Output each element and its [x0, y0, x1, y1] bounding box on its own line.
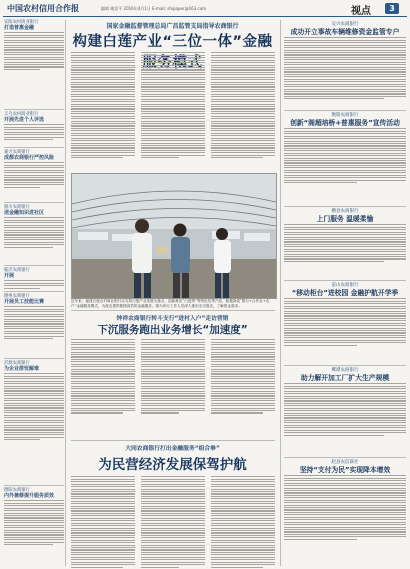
story2-body-col2	[141, 338, 205, 415]
main-story-body-col2	[141, 51, 205, 160]
main-story-body-col3	[211, 51, 275, 160]
brief-title: 打造普惠金融	[4, 25, 35, 31]
brief-title: 为企业排忧解难	[4, 366, 40, 372]
brief-text	[4, 373, 64, 440]
brief-text	[4, 32, 64, 70]
paper-name: 中国农村信用合作报	[7, 4, 79, 13]
brief-text	[4, 280, 64, 288]
right-story-kicker: 衡阳农商银行	[331, 113, 359, 118]
issue-info: 编辑 谢雷平 2016年4月1日 E-mail: shipaper@163.com	[101, 6, 207, 11]
right-story-4[interactable]	[284, 283, 406, 347]
brief-title: 开展员工技能比赛	[4, 299, 45, 305]
right-story-title: 坚持“支付为民”实现降本增效	[299, 466, 391, 474]
divider	[284, 206, 406, 207]
brief-text	[4, 162, 64, 187]
left-brief-4[interactable]	[4, 205, 64, 249]
right-story-6[interactable]	[284, 460, 406, 541]
brief-kicker: 义乌农村商业银行	[4, 112, 39, 117]
right-story-5[interactable]	[284, 368, 406, 437]
divider	[284, 110, 406, 111]
left-brief-7[interactable]	[4, 361, 64, 442]
right-story-text	[284, 298, 406, 345]
right-story-text	[284, 224, 406, 262]
photo-illustration	[72, 174, 276, 298]
story2-body-col3	[211, 338, 275, 415]
right-story-title: “移动柜台”进校园 金融护航开学季	[291, 289, 399, 297]
news-photo	[71, 173, 277, 299]
story2-body-col1	[71, 338, 135, 415]
right-story-title: 创新“阁超培桥+普惠服务”宣传活动	[290, 119, 400, 127]
right-story-title: 助力解开加工厂扩大生产规模	[300, 374, 390, 382]
page-number-badge: 3	[385, 3, 399, 14]
main-story-body-col1	[71, 51, 135, 160]
right-story-title: 上门服务 温暖柔愉	[316, 215, 374, 223]
photo-caption: 近年来，福建白莲农村商业银行以支持白莲产业发展为重点，创新推出“白莲贷”等特色信贷产品，积极探索“银行+合作社+农户”金融服务模式，为莲农提供便捷高效的金融服务。图为该行工作人员深入莲田走访莲农，了解资金需求。	[71, 299, 270, 308]
right-story-kicker: 鹰潭农商银行	[331, 368, 359, 373]
divider	[71, 440, 275, 441]
brief-kicker: 安阳农村商业银行	[4, 20, 39, 25]
left-brief-5[interactable]	[4, 268, 64, 290]
brief-title: 送金融知识进社区	[4, 210, 45, 216]
right-story-text	[284, 475, 406, 539]
right-story-text	[284, 37, 406, 99]
divider	[4, 147, 64, 148]
right-story-text	[284, 128, 406, 183]
right-story-text	[284, 383, 406, 435]
right-story-kicker: 雷山农商银行	[331, 283, 359, 288]
main-story-kicker: 国家金融监督管理总局广昌监管支局指导农商银行	[106, 23, 239, 30]
right-story-kicker: 赵县农信联社	[331, 460, 359, 465]
right-column	[280, 20, 408, 566]
story3-body-col1	[71, 475, 135, 569]
brief-title: 开展先进个人评选	[4, 117, 45, 123]
divider	[4, 291, 64, 292]
divider	[71, 310, 275, 311]
brief-title: 开展	[4, 273, 15, 279]
brief-text	[4, 217, 64, 247]
brief-kicker: 德阳农商银行	[4, 488, 30, 493]
divider	[284, 457, 406, 458]
story3-body-col2	[141, 475, 205, 569]
divider	[4, 265, 64, 266]
brief-kicker: 临沂农商银行	[4, 268, 30, 273]
left-brief-1[interactable]	[4, 20, 64, 71]
left-brief-8[interactable]	[4, 488, 64, 547]
divider	[4, 485, 64, 486]
brief-kicker: 沂源农商银行	[4, 361, 30, 366]
divider	[284, 365, 406, 366]
main-story-title[interactable]: 构建白莲产业“三位一体”金融	[72, 34, 273, 50]
right-story-3[interactable]	[284, 209, 406, 263]
right-story-1[interactable]	[284, 22, 406, 101]
brief-title: 内外兼修提升服务质效	[4, 493, 55, 499]
masthead	[3, 2, 407, 17]
story2-kicker: 钟祥农商银行转斗支行“进村入户”走访营销	[116, 316, 229, 322]
section-title: 视点	[351, 6, 371, 17]
left-column	[3, 20, 66, 566]
right-story-kicker: 横县农商银行	[331, 209, 359, 214]
brief-text	[4, 306, 64, 339]
brief-kicker: 德州农商银行	[4, 294, 30, 299]
left-brief-2[interactable]	[4, 112, 64, 141]
left-brief-6[interactable]	[4, 294, 64, 340]
right-story-kicker: 吴兴农商银行	[331, 22, 359, 27]
story2-title[interactable]: 下沉服务跑出业务增长“加速度”	[97, 324, 248, 336]
right-story-title: 成功开立事故车辆维修资金监管专户	[290, 28, 400, 36]
main-column	[69, 20, 276, 566]
brief-text	[4, 500, 64, 545]
brief-kicker: 嘉兴农商银行	[4, 150, 30, 155]
story3-kicker: 大同农商银行打出金融服务“组合拳”	[125, 446, 220, 452]
divider	[4, 358, 64, 359]
divider	[4, 202, 64, 203]
left-brief-3[interactable]	[4, 150, 64, 189]
right-story-2[interactable]	[284, 113, 406, 184]
brief-title: 成都农商银行严控风险	[4, 155, 55, 161]
brief-kicker: 银川农商银行	[4, 205, 30, 210]
divider	[4, 109, 64, 110]
divider	[284, 280, 406, 281]
brief-text	[4, 124, 64, 140]
story3-title[interactable]: 为民营经济发展保驾护航	[98, 457, 247, 473]
story3-body-col3	[211, 475, 275, 569]
